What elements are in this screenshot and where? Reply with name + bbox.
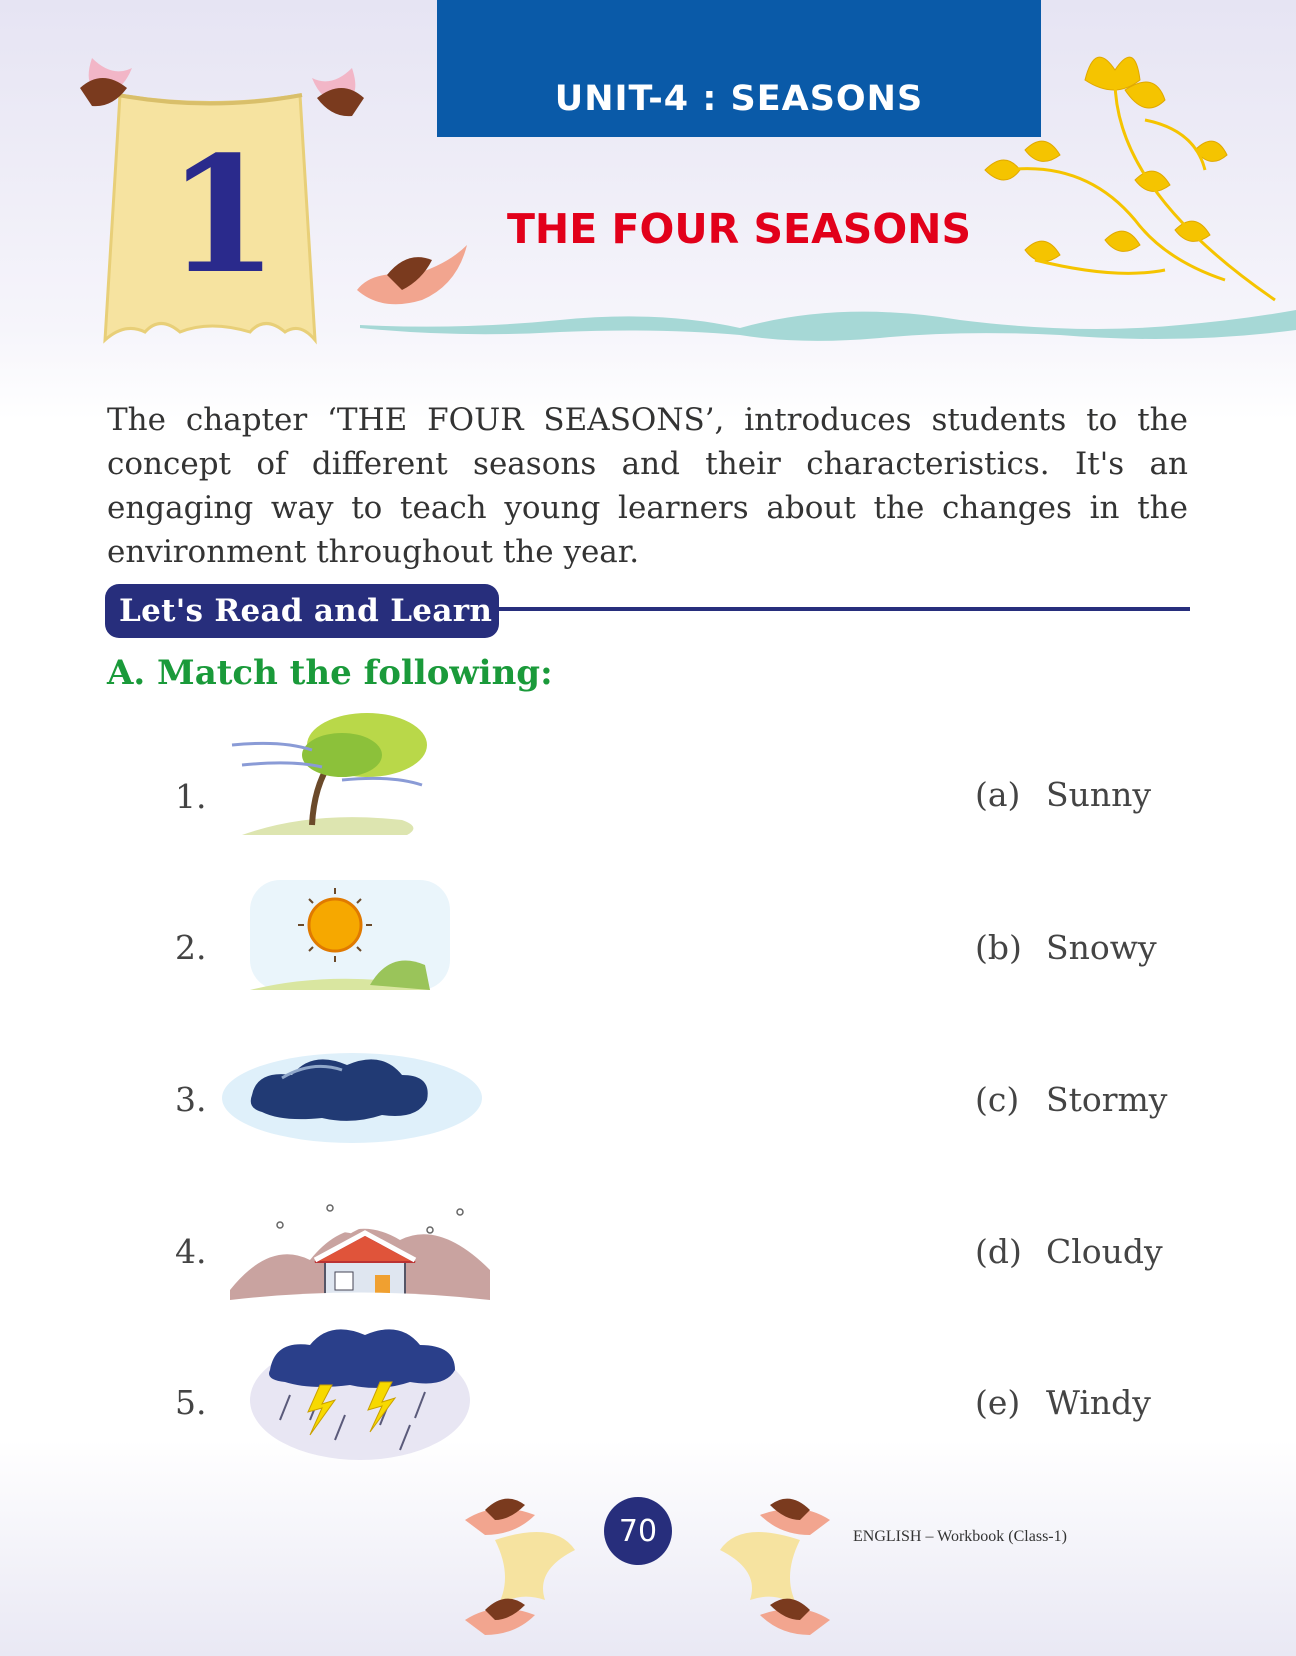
windy-tree-icon bbox=[222, 705, 482, 845]
exercise-heading: A. Match the following: bbox=[107, 653, 553, 693]
chapter-number: 1 bbox=[166, 121, 279, 309]
option-letter: (a) bbox=[975, 775, 1021, 814]
sun-icon bbox=[250, 880, 510, 1020]
item-number: 5. bbox=[175, 1383, 207, 1422]
option-word: Snowy bbox=[1046, 928, 1157, 967]
section-label: Let's Read and Learn bbox=[119, 593, 493, 629]
item-number: 2. bbox=[175, 928, 207, 967]
dark-cloud-icon bbox=[222, 1040, 482, 1180]
section-header bbox=[105, 584, 499, 638]
chapter-title: THE FOUR SEASONS bbox=[506, 205, 972, 253]
unit-title: UNIT-4 : SEASONS bbox=[554, 79, 924, 119]
option-letter: (d) bbox=[975, 1232, 1022, 1271]
ribbon-bird-decoration bbox=[455, 1490, 605, 1650]
option-letter: (c) bbox=[975, 1080, 1020, 1119]
option-letter: (e) bbox=[975, 1383, 1021, 1422]
option-word: Sunny bbox=[1046, 775, 1152, 814]
ribbon-bird-decoration bbox=[690, 1490, 840, 1650]
unit-banner bbox=[437, 0, 1041, 137]
book-title: ENGLISH – Workbook (Class-1) bbox=[853, 1528, 1067, 1545]
option-letter: (b) bbox=[975, 928, 1022, 967]
thunderstorm-icon bbox=[250, 1320, 510, 1460]
snowy-house-icon bbox=[230, 1200, 490, 1340]
bird-icon bbox=[72, 48, 152, 118]
option-word: Stormy bbox=[1046, 1080, 1168, 1119]
bird-icon bbox=[292, 58, 372, 128]
item-number: 4. bbox=[175, 1232, 207, 1271]
item-number: 3. bbox=[175, 1080, 207, 1119]
option-word: Windy bbox=[1046, 1383, 1151, 1422]
intro-paragraph: The chapter ‘THE FOUR SEASONS’, introduces students to the concept of different seasons and their characteristics. It's an engaging way to teach young learners about the changes in the environment throughout the year. bbox=[107, 402, 1188, 570]
page-number: 70 bbox=[604, 1497, 672, 1565]
option-word: Cloudy bbox=[1046, 1232, 1163, 1271]
section-divider bbox=[497, 607, 1190, 611]
item-number: 1. bbox=[175, 777, 207, 816]
